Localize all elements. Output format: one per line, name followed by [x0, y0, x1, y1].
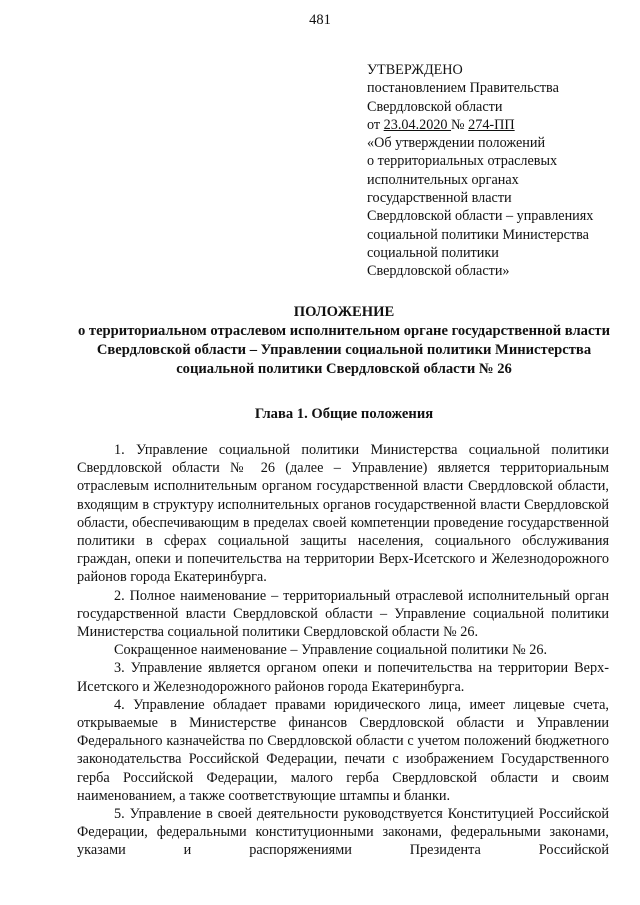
approval-stamp [367, 61, 617, 281]
approval-line: «Об утверждении положений [367, 135, 546, 152]
approval-line: Свердловской области – управлениях [367, 208, 594, 225]
approval-line: Свердловской области» [367, 263, 510, 280]
paragraph: 4. Управление обладает правами юридического лица, имеет лицевые счета, открываемые в Министерстве финансов Свердловской области и Управлении Федерального казначейства по Свердловской области с учетом положений бюджетного законодательства Российской Федерации, печати с изображением Государственного герба Российской Федерации, малого герба Свердловской области и своим наименованием, а также соответствующие штампы и бланки. [77, 696, 609, 804]
number-prefix: № [451, 116, 469, 133]
approval-line: постановлением Правительства [367, 80, 559, 97]
paragraph: 5. Управление в своей деятельности руководствуется Конституцией Российской Федерации, федеральными конституционными законами, федеральными законами, указами и распоряжениями Президента Российской [77, 806, 609, 859]
date-prefix: от [367, 116, 384, 133]
paragraph: Сокращенное наименование – Управление социальной политики № 26. [114, 642, 548, 659]
document-body [77, 441, 609, 860]
approval-line: исполнительных органах [367, 171, 519, 188]
approval-line: о территориальных отраслевых [367, 153, 558, 170]
approval-line: социальной политики Министерства [367, 226, 589, 243]
approval-heading: УТВЕРЖДЕНО [367, 62, 463, 78]
approval-number: 274-ПП [468, 116, 515, 133]
chapter-heading: Глава 1. Общие положения [254, 406, 434, 422]
approval-date: 23.04.2020 [383, 116, 452, 133]
approval-line: социальной политики [367, 244, 499, 261]
page-number: 481 [309, 12, 331, 28]
approval-line: Свердловской области [367, 98, 503, 115]
approval-date-line [367, 116, 617, 134]
approval-line: государственной власти [367, 190, 512, 207]
paragraph: 1. Управление социальной политики Министерства социальной политики Свердловской области № 26 (далее – Управление) является территориальным отраслевым исполнительным органом государственной власти Свердловской области, входящим в структуру исполнительных органов государственной власти Свердловской области, обеспечивающим в пределах своей компетенции проведение государственной политики в сферах социальной защиты населения, социального обслуживания граждан, опеки и попечительства на территории Верх-Исетского и Железнодорожного районов города Екатеринбурга. [77, 442, 609, 586]
document-title [70, 303, 618, 379]
paragraph: 3. Управление является органом опеки и попечительства на территории Верх-Исетского и Железнодорожного районов города Екатеринбурга. [77, 660, 609, 695]
document-heading: ПОЛОЖЕНИЕ [293, 304, 395, 320]
document-subtitle: о территориальном отраслевом исполнительном органе государственной власти Свердловской области – Управлении социальной политики Министерства социальной политики Свердловской области № 26 [77, 323, 611, 377]
paragraph: 2. Полное наименование – территориальный отраслевой исполнительный орган государственной власти Свердловской области – Управление социальной политики Министерства социальной политики Свердловской области № 26. [77, 587, 609, 641]
